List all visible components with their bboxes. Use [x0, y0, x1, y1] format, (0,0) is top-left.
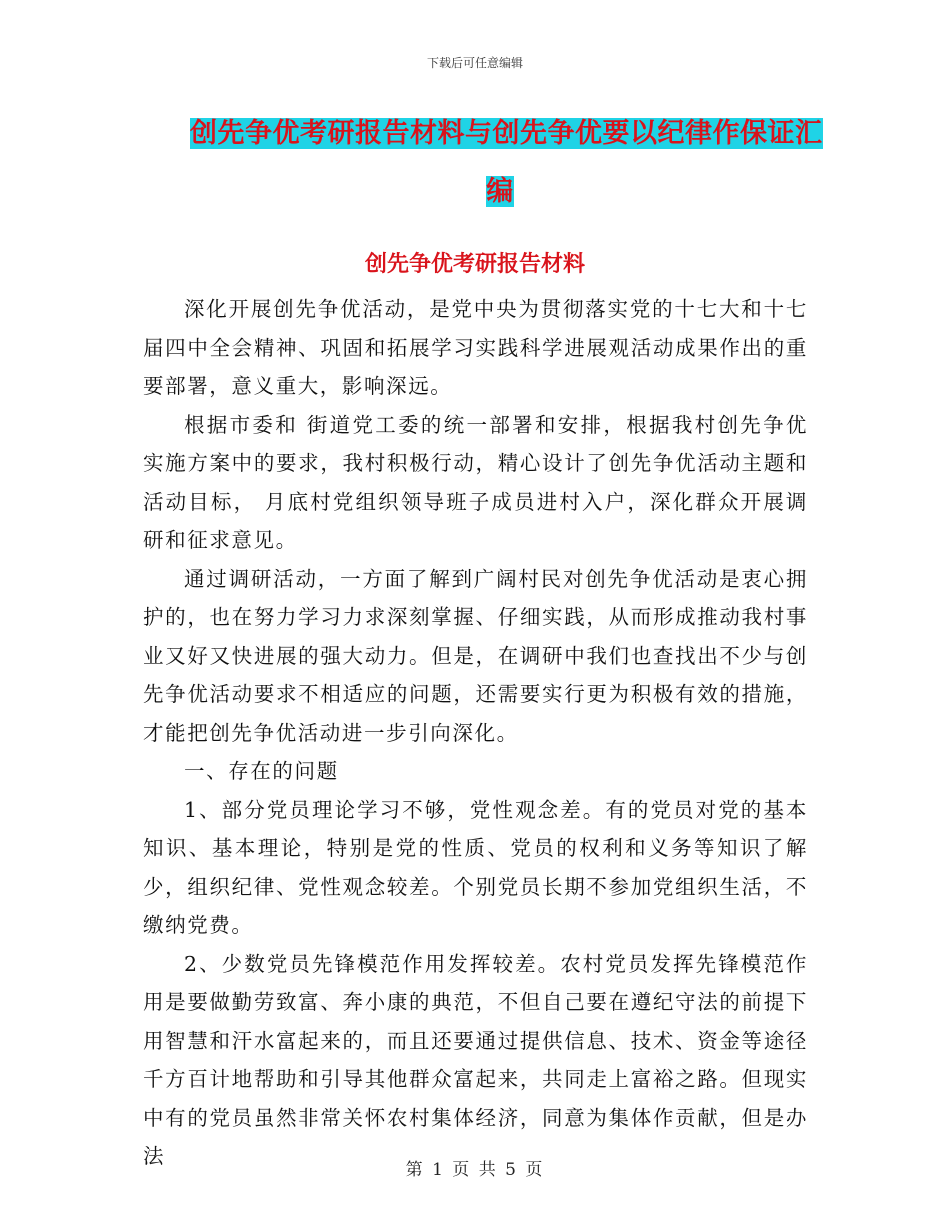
- page-number-footer: 第 1 页 共 5 页: [405, 1160, 545, 1180]
- document-title-line-1: 创先争优考研报告材料与创先争优要以纪律作保证汇: [190, 118, 823, 149]
- section-title: 创先争优考研报告材料: [364, 252, 585, 277]
- document-body: [143, 290, 808, 1176]
- document-title: [190, 112, 823, 214]
- paragraph-deployment: 根据市委和 街道党工委的统一部署和安排，根据我村创先争优实施方案中的要求，我村积极行动，精心设计了创先争优活动主题和活动目标， 月底村党组织领导班子成员进村入户，深化群众开展调研和征求意见。: [143, 412, 808, 552]
- paragraph-problem-1: 1、部分党员理论学习不够，党性观念差。有的党员对党的基本知识、基本理论，特别是党的性质、党员的权利和义务等知识了解少，组织纪律、党性观念较差。个别党员长期不参加党组织生活，不缴纳党费。: [143, 797, 808, 937]
- page-header-note: 下载后可任意编辑: [426, 56, 523, 70]
- document-title-line-2: 编: [486, 176, 514, 207]
- paragraph-problem-2: 2、少数党员先锋模范作用发挥较差。农村党员发挥先锋模范作用是要做勤劳致富、奔小康的典范，不但自己要在遵纪守法的前提下用智慧和汗水富起来的，而且还要通过提供信息、技术、资金等途径千方百计地帮助和引导其他群众富起来，共同走上富裕之路。但现实中有的党员虽然非常关怀农村集体经济，同意为集体作贡献，但是办法: [143, 951, 808, 1168]
- paragraph-research: 通过调研活动，一方面了解到广阔村民对创先争优活动是衷心拥护的，也在努力学习力求深刻掌握、仔细实践，从而形成推动我村事业又好又快进展的强大动力。但是，在调研中我们也查找出不少与创先争优活动要求不相适应的问题，还需要实行更为积极有效的措施，才能把创先争优活动进一步引向深化。: [143, 566, 808, 745]
- paragraph-intro: 深化开展创先争优活动，是党中央为贯彻落实党的十七大和十七届四中全会精神、巩固和拓展学习实践科学进展观活动成果作出的重要部署，意义重大，影响深远。: [143, 297, 808, 398]
- paragraph-heading-problems: 一、存在的问题: [184, 759, 339, 783]
